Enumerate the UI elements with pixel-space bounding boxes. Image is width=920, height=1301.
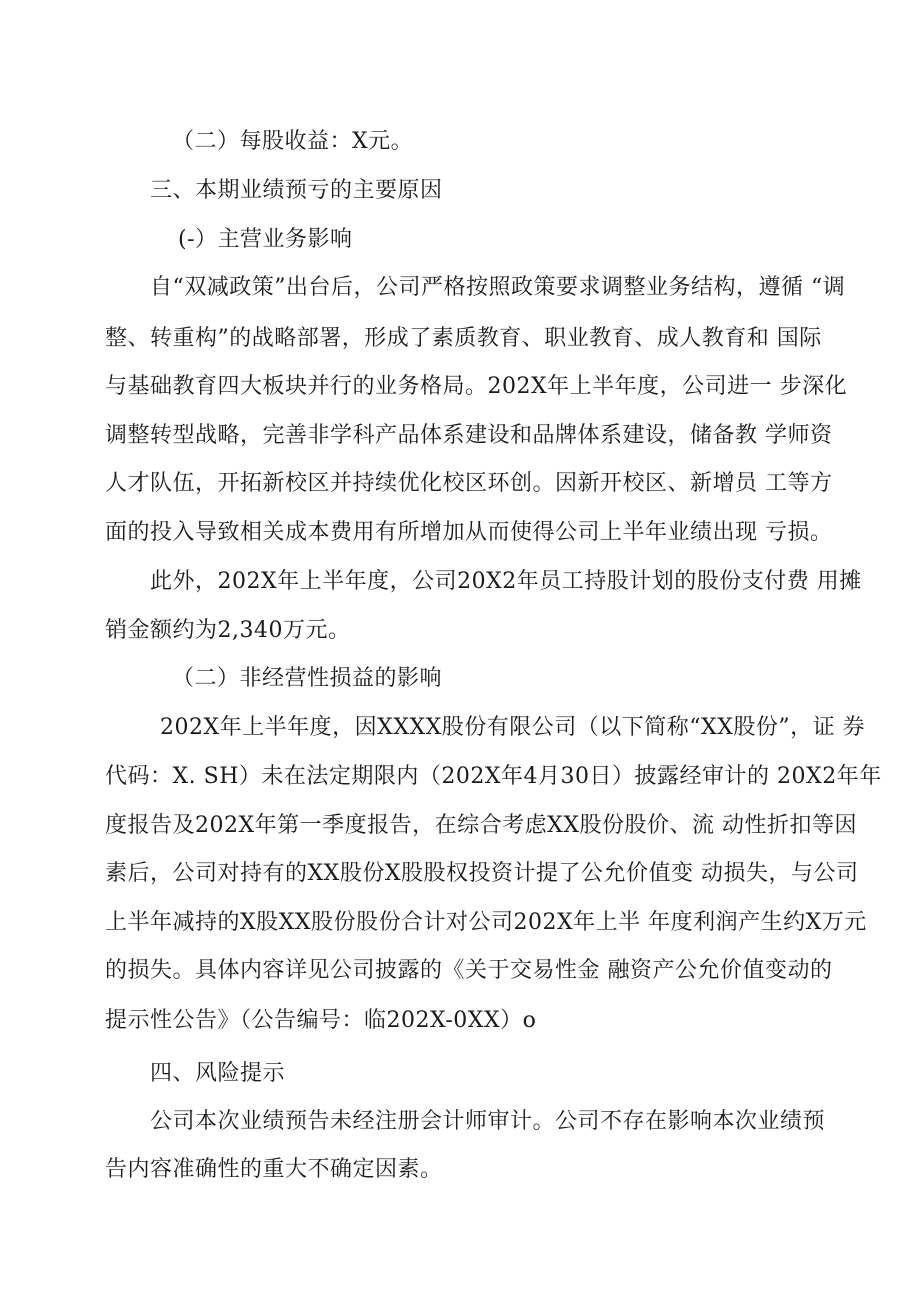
section-3-subheading-main-business: (-）主营业务影响 — [178, 227, 353, 252]
paragraph-line: 此外，202X年上半年度，公司20X2年员工持股计划的股份支付费 用摊 — [150, 569, 862, 594]
paragraph-line: 202X年上半年度，因XXXX股份有限公司（以下简称“XX股份”，证 券 — [160, 715, 866, 740]
paragraph-line: 上半年减持的X股XX股份股份合计对公司202X年上半 年度利润产生约X万元 — [105, 910, 867, 935]
paragraph-line: 代码：X. SH）未在法定期限内（202X年4月30日）披露经审计的 20X2年年 — [105, 764, 882, 789]
section-4-heading: 四、风险提示 — [150, 1061, 286, 1086]
paragraph-line: 度报告及202X年第一季度报告，在综合考虑XX股份股价、流 动性折扣等因 — [105, 813, 857, 838]
paragraph-line: 的损失。具体内容详见公司披露的《关于交易性金 融资产公允价值变动的 — [105, 958, 833, 983]
paragraph-line: 告内容准确性的重大不确定因素。 — [105, 1157, 443, 1182]
paragraph-line: 自“双减政策”出台后，公司严格按照政策要求调整业务结构，遵循 “调 — [150, 275, 846, 300]
section-3-heading: 三、本期业绩预亏的主要原因 — [150, 178, 443, 203]
paragraph-line: 面的投入导致相关成本费用有所增加从而使得公司上半年业绩出现 亏损。 — [105, 520, 833, 545]
section-3-subheading-non-operating: （二）非经营性损益的影响 — [172, 666, 443, 691]
paragraph-line: 公司本次业绩预告未经注册会计师审计。公司不存在影响本次业绩预 — [150, 1109, 826, 1134]
paragraph-line: 素后，公司对持有的XX股份X股股权投资计提了公允价值变 动损失，与公司 — [105, 861, 859, 886]
paragraph-line: 整、转重构”的战略部署，形成了素质教育、职业教育、成人教育和 国际 — [105, 326, 822, 351]
paragraph-line: 与基础教育四大板块并行的业务格局。202X年上半年度，公司进一 步深化 — [105, 374, 848, 399]
paragraph-line: 销金额约为2,340万元。 — [105, 618, 351, 643]
paragraph-line: 调整转型战略，完善非学科产品体系建设和品牌体系建设，储备教 学师资 — [105, 423, 833, 448]
paragraph-line: 提示性公告》（公告编号：临202X-0XX）o — [105, 1008, 537, 1033]
paragraph-line: 人才队伍，开拓新校区并持续优化校区环创。因新开校区、新增员 工等方 — [105, 471, 833, 496]
section-2-subheading-eps: （二）每股收益：X元。 — [172, 129, 414, 154]
